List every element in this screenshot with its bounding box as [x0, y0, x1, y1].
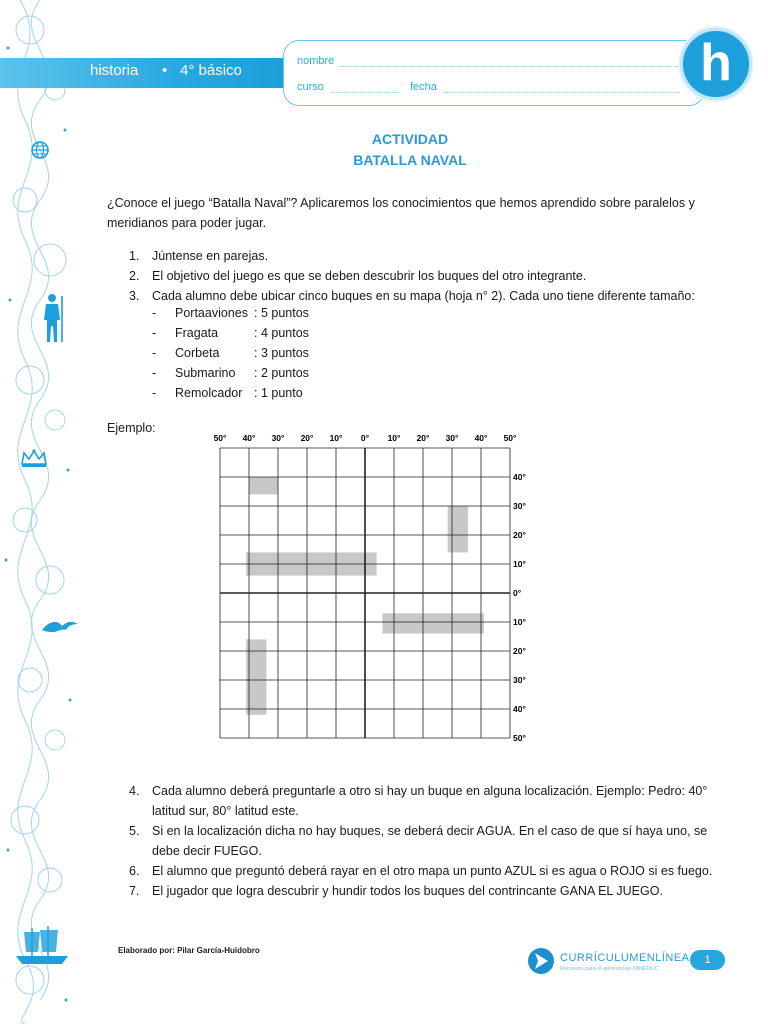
- crown-icon: [20, 448, 48, 468]
- battleship-grid: [206, 428, 536, 758]
- step-number: 6.: [129, 864, 140, 878]
- grade-label: 4° básico: [180, 62, 242, 79]
- step-number: 7.: [129, 884, 140, 898]
- step-text: El objetivo del juego es que se deben descubrir los buques del otro integrante.: [152, 269, 587, 283]
- ship-dash: -: [152, 306, 157, 320]
- ship-points: : 4 puntos: [254, 326, 309, 340]
- subject-bullet: •: [162, 62, 168, 79]
- activity-title: ACTIVIDAD: [371, 131, 449, 147]
- step-text-line: El alumno que preguntó deberá rayar en el otro mapa un punto AZUL si es agua o ROJO si es fuego.: [152, 864, 713, 878]
- brand-logo: [680, 28, 752, 100]
- date-field[interactable]: [444, 92, 680, 93]
- name-label: nombre: [297, 55, 335, 67]
- activity-subtitle: BATALLA NAVAL: [353, 152, 467, 168]
- grid-top-label: 10°: [329, 433, 343, 443]
- grid-right-label: 20°: [513, 646, 526, 656]
- grid-top-label: 50°: [503, 433, 517, 443]
- author-credit: Elaborado por: Pilar García-Huidobro: [118, 946, 260, 955]
- grid-right-label: 10°: [513, 617, 526, 627]
- course-label: curso: [297, 81, 324, 93]
- step-text: Júntense en parejas.: [152, 249, 269, 263]
- student-info-form: [283, 40, 705, 106]
- grid-top-label: 30°: [271, 433, 285, 443]
- ship-block: [249, 477, 278, 494]
- ship-dash: -: [152, 346, 157, 360]
- step-text-line: Cada alumno deberá preguntarle a otro si hay un buque en alguna localización. Ejemplo: Pedro: 40°: [152, 784, 708, 798]
- step-number: 2.: [129, 269, 140, 283]
- ship-dash: -: [152, 366, 157, 380]
- step-text-line: Si en la localización dicha no hay buques, se deberá decir AGUA. En el caso de que sí haya uno, se: [152, 824, 708, 838]
- grid-top-label: 0°: [360, 433, 370, 443]
- step-number: 1.: [129, 249, 140, 263]
- brand-name: CURRÍCULUMENLÍNEA: [560, 952, 690, 964]
- ship-points: : 3 puntos: [254, 346, 309, 360]
- grid-right-label: 30°: [513, 501, 526, 511]
- ship-points: : 5 puntos: [254, 306, 309, 320]
- grid-right-label: 30°: [513, 675, 526, 685]
- step-number: 5.: [129, 824, 140, 838]
- grid-top-label: 30°: [445, 433, 459, 443]
- grid-top-label: 40°: [474, 433, 488, 443]
- grid-top-label: 20°: [416, 433, 430, 443]
- ship-icon: [12, 922, 72, 968]
- logo-letter: h: [700, 34, 732, 92]
- grid-top-label: 20°: [300, 433, 314, 443]
- step-number: 3.: [129, 289, 140, 303]
- ship-dash: -: [152, 326, 157, 340]
- step-text-line: debe decir FUEGO.: [152, 844, 262, 858]
- ship-name: Corbeta: [175, 346, 220, 360]
- grid-top-label: 10°: [387, 433, 401, 443]
- grid-right-label: 10°: [513, 559, 526, 569]
- course-field[interactable]: [332, 92, 397, 93]
- page-number: 1: [690, 950, 725, 970]
- indigenous-figure-icon: [38, 292, 66, 344]
- ship-points: : 2 puntos: [254, 366, 309, 380]
- ship-name: Submarino: [175, 366, 236, 380]
- ship-points: : 1 punto: [254, 386, 303, 400]
- grid-top-label: 50°: [213, 433, 227, 443]
- ship-block: [382, 613, 484, 633]
- step-number: 4.: [129, 784, 140, 798]
- intro-line-1: ¿Conoce el juego “Batalla Naval”? Aplicaremos los conocimientos que hemos aprendido sobre paralelos y: [107, 196, 695, 210]
- intro-line-2: meridianos para poder jugar.: [107, 216, 267, 230]
- header-subject-bar: [0, 58, 300, 88]
- example-label: Ejemplo:: [107, 421, 156, 435]
- name-field[interactable]: [340, 66, 680, 67]
- ship-block: [448, 506, 468, 552]
- grid-right-label: 0°: [513, 588, 522, 598]
- subject-label: historia: [90, 62, 139, 79]
- grid-right-label: 40°: [513, 704, 526, 714]
- arrow-logo-icon: [526, 946, 556, 976]
- step-text: Cada alumno debe ubicar cinco buques en su mapa (hoja n° 2). Cada uno tiene diferente tamaño:: [152, 289, 695, 303]
- grid-top-label: 40°: [242, 433, 256, 443]
- ship-name: Portaaviones: [175, 306, 248, 320]
- date-label: fecha: [410, 81, 437, 93]
- ship-name: Fragata: [175, 326, 219, 340]
- grid-right-label: 20°: [513, 530, 526, 540]
- ship-dash: -: [152, 386, 157, 400]
- step-text-line: El jugador que logra descubrir y hundir todos los buques del contrincante GANA EL JUEGO.: [152, 884, 663, 898]
- brand-subtitle: Recursos para el aprendizaje MINEDUC: [560, 966, 659, 972]
- bird-icon: [40, 618, 80, 636]
- ship-name: Remolcador: [175, 386, 243, 400]
- step-text-line: latitud sur, 80° latitud este.: [152, 804, 299, 818]
- grid-right-label: 40°: [513, 472, 526, 482]
- grid-right-label: 50°: [513, 733, 526, 743]
